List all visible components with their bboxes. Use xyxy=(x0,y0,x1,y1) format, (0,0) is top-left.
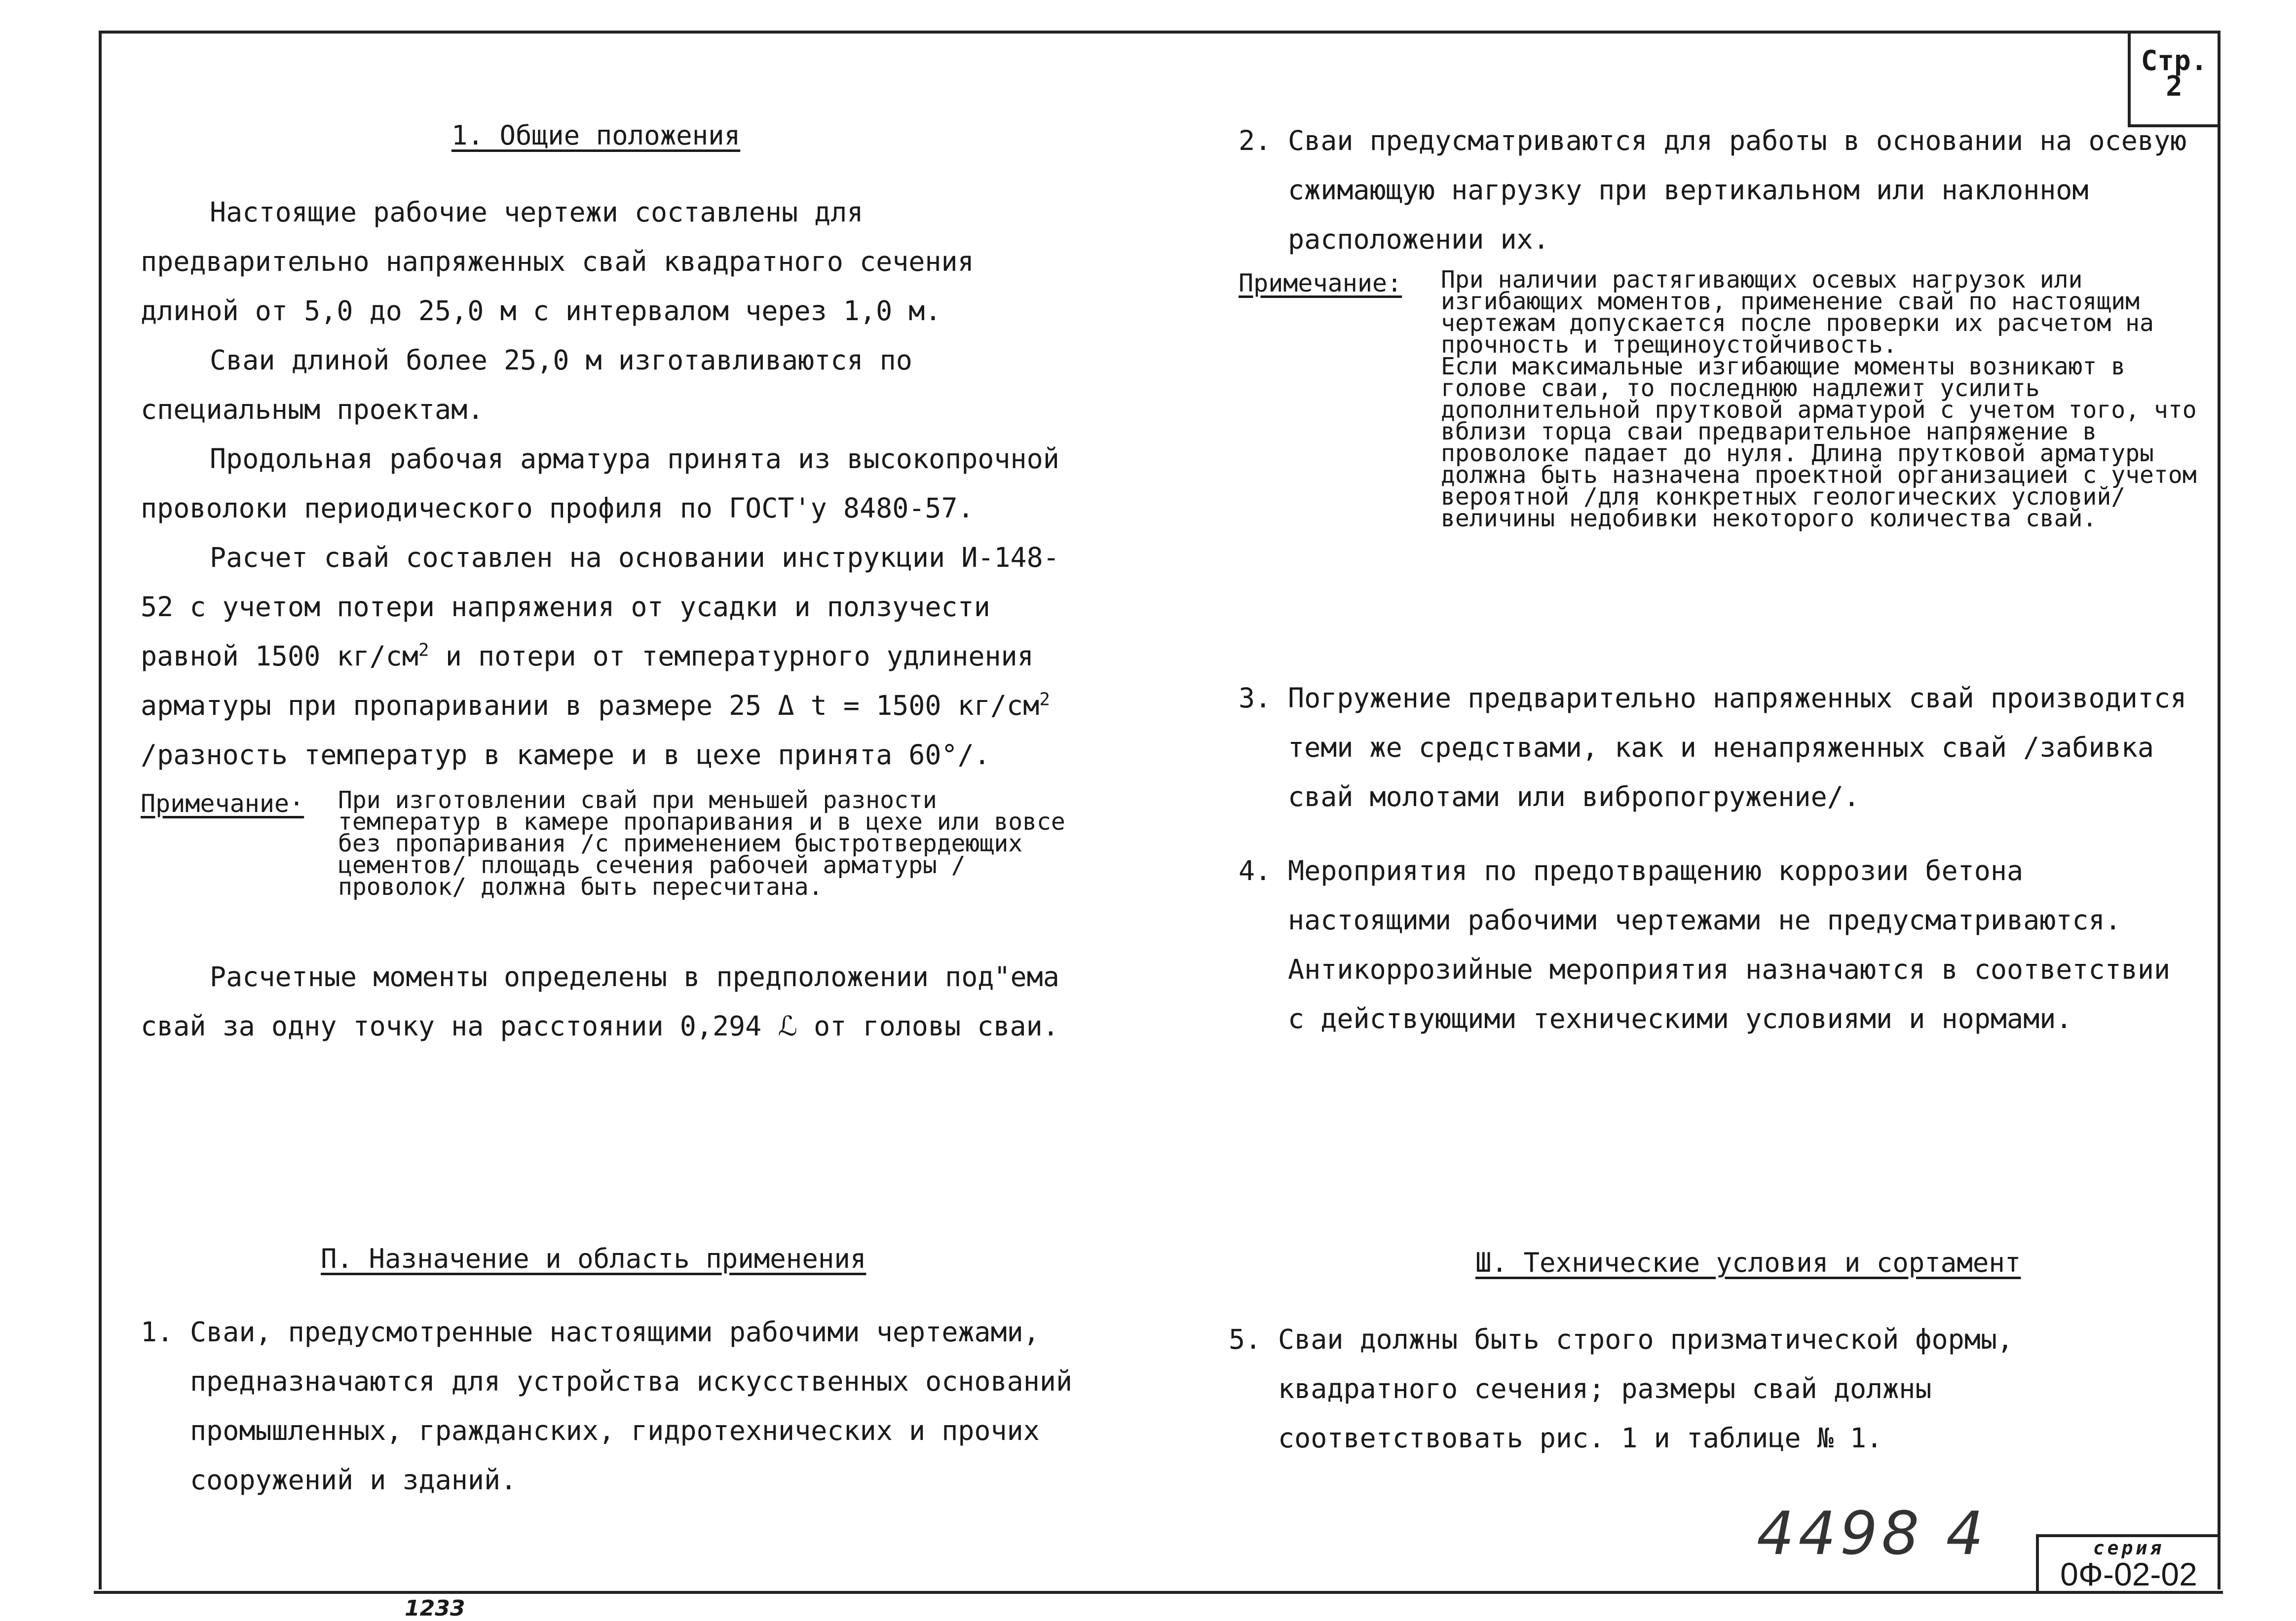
section2-note-text1: При наличии растягивающих осевых нагрузок или изгибающих моментов, применение свай по настоящим чертежам допускается после проверки их расчетом на прочность и трещиноустойчивость. xyxy=(1441,266,2154,359)
section1-note-label: Примечание· xyxy=(141,789,304,818)
item1-number: 1. xyxy=(141,1316,174,1348)
page-label: Стр. xyxy=(2141,45,2208,77)
section1-para3: Продольная рабочая арматура принята из высокопрочной проволоки периодического профиля по ГОСТ'у 8480-57. xyxy=(141,443,1059,524)
section2-item2 xyxy=(1239,116,2201,264)
item5-number: 5. xyxy=(1229,1324,1262,1355)
item4-text: Мероприятия по предотвращению коррозии бетона настоящими рабочими чертежами не предусматриваются. Антикоррозийные мероприятия назначаются в соответствии с действующими техническими условиями и нормами. xyxy=(1288,855,2171,1034)
section2-item1 xyxy=(141,1307,1078,1505)
para4-part-c: /разность температур в камере и в цехе принята 60°/. xyxy=(141,739,990,771)
para4-part-b: и потери от температурного удлинения арматуры при пропаривании в размере 25 Δ t = 1500 кг/см xyxy=(141,640,1040,721)
section1-note xyxy=(141,786,1078,952)
section2-title: П. Назначение и область применения xyxy=(321,1243,866,1274)
series-label: серия xyxy=(2093,1537,2165,1559)
item2-text: Сваи предусматриваются для работы в основании на осевую сжимающую нагрузку при вертикальном или наклонном расположении их. xyxy=(1288,125,2187,255)
item2-number: 2. xyxy=(1239,125,1272,156)
corner-number: 1233 xyxy=(405,1596,465,1621)
page-number-box xyxy=(2128,34,2218,127)
para4-sup1: 2 xyxy=(418,640,429,661)
sheet-number: 4498 4 xyxy=(1757,1500,1988,1568)
series-code: 0Ф-02-02 xyxy=(2060,1556,2197,1592)
section1-para2: Сваи длиной более 25,0 м изготавливаются по специальным проектам. xyxy=(141,344,912,425)
section1-para5: Расчетные моменты определены в предположении под"ема свай за одну точку на расстоянии 0,294 ℒ от головы сваи. xyxy=(141,961,1059,1042)
section2-item4 xyxy=(1239,846,2201,1043)
section1-para1: Настоящие рабочие чертежи составлены для предварительно напряженных свай квадратного сечения длиной от 5,0 до 25,0 м с интервалом через 1,0 м. xyxy=(141,196,974,327)
section1-title: 1. Общие положения xyxy=(452,120,741,151)
section2-item3 xyxy=(1239,673,2201,821)
section2-note-text2: Если максимальные изгибающие моменты возникают в голове сваи, то последнюю надлежит усилить дополнительной прутковой арматурой с учетом того, что вблизи торца сваи предварительное напряжение в проволоке падает до нуля. Длина прутковой арматуры должна быть назначена проектной организацией с учетом вероятной /для конкретных геологических условий/ величины недобивки некоторого количества свай. xyxy=(1441,353,2197,532)
section3-item5-block xyxy=(1229,1315,2191,1463)
section2-note xyxy=(1239,266,2201,659)
bottom-border xyxy=(94,1591,2223,1594)
item1-text: Сваи, предусмотренные настоящими рабочими чертежами, предназначаются для устройства искусственных оснований промышленных, гражданских, гидротехнических и прочих сооружений и зданий. xyxy=(190,1316,1073,1496)
para4-part-a: Расчет свай составлен на основании инструкции И-148-52 с учетом потери напряжения от усадки и ползучести равной 1500 кг/см xyxy=(141,542,1059,672)
left-column xyxy=(141,187,1078,1051)
section1-note-text: При изготовлении свай при меньшей разности температур в камере пропаривания и в цехе или вовсе без пропаривания /с применением быстротвердеющих цементов/ площадь сечения рабочей арматуры /проволок/ должна быть пересчитана. xyxy=(338,786,1065,901)
section3-item5 xyxy=(1229,1315,2191,1463)
item3-number: 3. xyxy=(1239,682,1272,714)
section2-item1-block xyxy=(141,1307,1078,1505)
section1-para4 xyxy=(141,533,1078,779)
item5-text: Сваи должны быть строго призматической формы, квадратного сечения; размеры свай должны соответствовать рис. 1 и таблице № 1. xyxy=(1278,1324,2014,1454)
item4-number: 4. xyxy=(1239,855,1272,886)
item3-text: Погружение предварительно напряженных свай производится теми же средствами, как и ненапряженных свай /забивка свай молотами или вибропогружение/. xyxy=(1288,682,2187,812)
page-number: 2 xyxy=(2166,71,2183,103)
series-box xyxy=(2036,1534,2219,1593)
section2-note-label: Примечание: xyxy=(1239,269,1402,297)
right-column xyxy=(1239,116,2201,1043)
para4-sup2: 2 xyxy=(1039,689,1050,710)
section3-title: Ш. Технические условия и сортамент xyxy=(1475,1247,2021,1278)
